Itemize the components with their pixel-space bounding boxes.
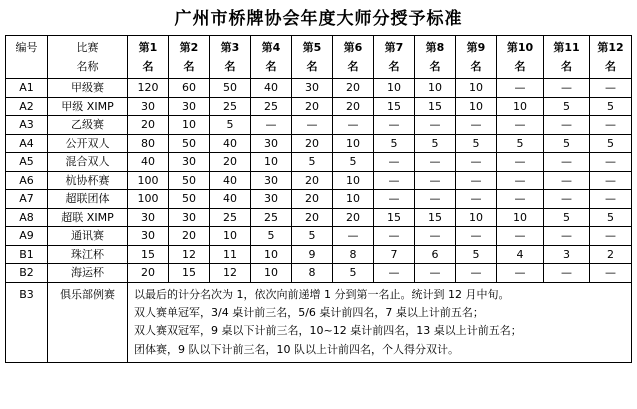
row-points-cell: — <box>415 190 456 209</box>
row-points-cell: — <box>590 227 632 246</box>
row-points-cell: 20 <box>292 134 333 153</box>
club-rules-note <box>128 282 632 363</box>
table-body <box>6 79 632 363</box>
row-points-cell: 50 <box>169 171 210 190</box>
row-points-cell: — <box>497 171 544 190</box>
row-points-cell: 5 <box>292 153 333 172</box>
header-place-label: 第8 <box>425 41 445 54</box>
row-points-cell: 10 <box>497 97 544 116</box>
club-rule-line: 团体赛，9 队以下计前三名，10 队以上计前四名，个人得分双计。 <box>134 342 459 356</box>
row-points-cell: 5 <box>456 134 497 153</box>
row-points-cell: 30 <box>169 153 210 172</box>
row-points-cell: — <box>415 227 456 246</box>
row-points-cell: 30 <box>169 208 210 227</box>
row-points-cell: — <box>590 171 632 190</box>
row-points-cell: 5 <box>544 97 590 116</box>
row-points-cell: — <box>374 116 415 135</box>
row-points-cell: 20 <box>128 116 169 135</box>
table-row <box>6 171 632 190</box>
row-event-name: 乙级赛 <box>48 116 128 135</box>
header-event <box>48 36 128 79</box>
row-points-cell: — <box>456 190 497 209</box>
header-place-label: 名 <box>605 60 616 73</box>
header-place-label: 第9 <box>466 41 486 54</box>
row-points-cell: 50 <box>210 79 251 98</box>
row-points-cell: 25 <box>210 208 251 227</box>
row-points-cell: — <box>374 227 415 246</box>
row-points-cell: — <box>374 264 415 283</box>
row-points-cell: 5 <box>590 208 632 227</box>
row-points-cell: 15 <box>128 245 169 264</box>
row-points-cell: 50 <box>169 134 210 153</box>
row-event-name: 甲级赛 <box>48 79 128 98</box>
row-event-name: 超联团体 <box>48 190 128 209</box>
row-id: A1 <box>6 79 48 98</box>
row-id: A4 <box>6 134 48 153</box>
header-place-label: 第12 <box>597 41 624 54</box>
row-points-cell: 20 <box>210 153 251 172</box>
header-place-label: 第2 <box>179 41 199 54</box>
row-points-cell: 100 <box>128 171 169 190</box>
row-id: A6 <box>6 171 48 190</box>
row-points-cell: — <box>415 171 456 190</box>
row-points-cell: 5 <box>292 227 333 246</box>
row-points-cell: 15 <box>415 97 456 116</box>
row-points-cell: 15 <box>415 208 456 227</box>
row-points-cell: — <box>497 190 544 209</box>
table-row <box>6 79 632 98</box>
header-place-label: 名 <box>142 60 154 73</box>
row-points-cell: 5 <box>456 245 497 264</box>
club-rule-line: 双人赛单冠军，3/4 桌计前三名，5/6 桌计前四名，7 桌以上计前五名； <box>134 305 484 319</box>
row-event-name: 超联 XIMP <box>48 208 128 227</box>
row-points-cell: 30 <box>251 134 292 153</box>
row-points-cell: 60 <box>169 79 210 98</box>
row-id: A2 <box>6 97 48 116</box>
header-place-label: 名 <box>514 60 526 73</box>
row-points-cell: — <box>415 153 456 172</box>
header-place-label: 名 <box>470 60 482 73</box>
row-points-cell: 20 <box>333 79 374 98</box>
header-event-line1: 比赛 <box>76 41 99 54</box>
row-points-cell: 20 <box>292 97 333 116</box>
row-points-cell: 10 <box>456 97 497 116</box>
club-rule-line: 以最后的计分名次为 1，依次向前递增 1 分到第一名止。统计到 12 月中旬。 <box>134 287 510 301</box>
table-row <box>6 264 632 283</box>
row-points-cell: 120 <box>128 79 169 98</box>
header-place-12 <box>590 36 632 79</box>
row-points-cell: — <box>415 264 456 283</box>
header-place-7 <box>374 36 415 79</box>
row-points-cell: 5 <box>590 97 632 116</box>
row-points-cell: 15 <box>374 97 415 116</box>
header-place-label: 第5 <box>302 41 322 54</box>
row-points-cell: — <box>456 227 497 246</box>
header-place-label: 第7 <box>384 41 404 54</box>
row-id: A8 <box>6 208 48 227</box>
row-points-cell: 7 <box>374 245 415 264</box>
row-id: B3 <box>6 282 48 363</box>
header-place-label: 名 <box>388 60 400 73</box>
row-points-cell: — <box>590 116 632 135</box>
row-points-cell: 15 <box>374 208 415 227</box>
header-id-label: 编号 <box>15 41 38 54</box>
row-points-cell: 80 <box>128 134 169 153</box>
row-points-cell: 10 <box>210 227 251 246</box>
master-points-table <box>5 35 632 363</box>
row-event-name: 通讯赛 <box>48 227 128 246</box>
row-points-cell: 10 <box>251 245 292 264</box>
row-points-cell: 5 <box>251 227 292 246</box>
row-points-cell: 30 <box>128 227 169 246</box>
row-points-cell: 30 <box>128 208 169 227</box>
row-points-cell: 10 <box>456 208 497 227</box>
row-points-cell: 12 <box>210 264 251 283</box>
row-points-cell: — <box>544 153 590 172</box>
row-points-cell: 40 <box>210 134 251 153</box>
header-event-line2: 名称 <box>76 60 99 73</box>
row-points-cell: 8 <box>333 245 374 264</box>
header-place-label: 第10 <box>506 41 534 54</box>
row-id: B1 <box>6 245 48 264</box>
row-event-name: 公开双人 <box>48 134 128 153</box>
row-points-cell: — <box>544 79 590 98</box>
row-event-name: 甲级 XIMP <box>48 97 128 116</box>
row-points-cell: 25 <box>210 97 251 116</box>
header-place-label: 名 <box>183 60 195 73</box>
row-points-cell: 3 <box>544 245 590 264</box>
row-points-cell: 10 <box>333 190 374 209</box>
row-points-cell: 50 <box>169 190 210 209</box>
row-points-cell: — <box>251 116 292 135</box>
row-points-cell: — <box>415 116 456 135</box>
row-points-cell: — <box>544 264 590 283</box>
header-place-5 <box>292 36 333 79</box>
row-points-cell: 30 <box>169 97 210 116</box>
table-row <box>6 153 632 172</box>
row-points-cell: 20 <box>333 208 374 227</box>
row-points-cell: 12 <box>169 245 210 264</box>
row-points-cell: 20 <box>333 97 374 116</box>
header-place-label: 第11 <box>553 41 580 54</box>
row-points-cell: — <box>374 153 415 172</box>
row-points-cell: 100 <box>128 190 169 209</box>
row-id: A3 <box>6 116 48 135</box>
row-points-cell: 5 <box>544 208 590 227</box>
table-header <box>6 36 632 79</box>
row-points-cell: 20 <box>292 190 333 209</box>
row-points-cell: 10 <box>169 116 210 135</box>
header-place-6 <box>333 36 374 79</box>
row-points-cell: 5 <box>415 134 456 153</box>
header-place-label: 第3 <box>220 41 240 54</box>
row-points-cell: — <box>590 153 632 172</box>
header-place-3 <box>210 36 251 79</box>
row-points-cell: 10 <box>497 208 544 227</box>
row-points-cell: — <box>497 116 544 135</box>
header-place-11 <box>544 36 590 79</box>
table-row-club <box>6 282 632 363</box>
row-points-cell: — <box>544 116 590 135</box>
club-rule-line: 双人赛双冠军，9 桌以下计前三名，10~12 桌计前四名，13 桌以上计前五名； <box>134 324 522 338</box>
header-place-10 <box>497 36 544 79</box>
header-place-8 <box>415 36 456 79</box>
row-event-name: 海运杯 <box>48 264 128 283</box>
row-points-cell: 2 <box>590 245 632 264</box>
row-points-cell: 40 <box>128 153 169 172</box>
row-points-cell: — <box>497 264 544 283</box>
row-points-cell: — <box>374 190 415 209</box>
row-event-name: 杭协杯赛 <box>48 171 128 190</box>
row-points-cell: — <box>456 264 497 283</box>
row-points-cell: 5 <box>333 153 374 172</box>
table-row <box>6 245 632 264</box>
table-row <box>6 134 632 153</box>
header-place-1 <box>128 36 169 79</box>
header-place-label: 名 <box>306 60 318 73</box>
row-points-cell: 40 <box>251 79 292 98</box>
header-place-2 <box>169 36 210 79</box>
row-id: B2 <box>6 264 48 283</box>
row-points-cell: 5 <box>544 134 590 153</box>
header-place-9 <box>456 36 497 79</box>
page-title: 广州市桥牌协会年度大师分授予标准 <box>174 9 463 29</box>
row-points-cell: 20 <box>128 264 169 283</box>
row-points-cell: — <box>497 153 544 172</box>
table-row <box>6 97 632 116</box>
header-place-label: 名 <box>224 60 236 73</box>
header-place-label: 名 <box>265 60 277 73</box>
header-place-label: 名 <box>347 60 359 73</box>
row-points-cell: 5 <box>497 134 544 153</box>
row-points-cell: — <box>544 227 590 246</box>
row-points-cell: 4 <box>497 245 544 264</box>
row-points-cell: 25 <box>251 97 292 116</box>
table-row <box>6 116 632 135</box>
row-points-cell: 10 <box>415 79 456 98</box>
row-points-cell: — <box>374 171 415 190</box>
row-points-cell: 30 <box>251 190 292 209</box>
row-points-cell: 8 <box>292 264 333 283</box>
row-points-cell: — <box>590 79 632 98</box>
row-event-name: 俱乐部例赛 <box>48 282 128 363</box>
row-points-cell: 5 <box>333 264 374 283</box>
row-event-name: 混合双人 <box>48 153 128 172</box>
row-points-cell: 15 <box>169 264 210 283</box>
row-id: A9 <box>6 227 48 246</box>
row-points-cell: 40 <box>210 190 251 209</box>
row-points-cell: 40 <box>210 171 251 190</box>
table-row <box>6 227 632 246</box>
row-points-cell: — <box>497 79 544 98</box>
row-points-cell: 10 <box>333 134 374 153</box>
row-points-cell: — <box>544 190 590 209</box>
row-points-cell: — <box>590 264 632 283</box>
row-points-cell: 30 <box>251 171 292 190</box>
row-points-cell: — <box>590 190 632 209</box>
row-points-cell: 11 <box>210 245 251 264</box>
row-points-cell: 6 <box>415 245 456 264</box>
header-id <box>6 36 48 79</box>
row-points-cell: 10 <box>251 264 292 283</box>
row-points-cell: 30 <box>292 79 333 98</box>
header-place-label: 第1 <box>138 41 158 54</box>
row-points-cell: 25 <box>251 208 292 227</box>
row-points-cell: 9 <box>292 245 333 264</box>
table-row <box>6 190 632 209</box>
row-points-cell: 5 <box>210 116 251 135</box>
table-row <box>6 208 632 227</box>
header-place-label: 第6 <box>343 41 363 54</box>
row-points-cell: — <box>544 171 590 190</box>
row-points-cell: — <box>456 171 497 190</box>
header-place-label: 名 <box>561 60 572 73</box>
header-place-4 <box>251 36 292 79</box>
row-points-cell: — <box>497 227 544 246</box>
row-points-cell: 5 <box>590 134 632 153</box>
row-points-cell: — <box>333 116 374 135</box>
row-points-cell: 20 <box>292 171 333 190</box>
row-points-cell: 20 <box>169 227 210 246</box>
header-place-label: 第4 <box>261 41 281 54</box>
row-points-cell: — <box>333 227 374 246</box>
row-points-cell: 10 <box>374 79 415 98</box>
row-points-cell: — <box>456 153 497 172</box>
row-points-cell: 10 <box>333 171 374 190</box>
row-event-name: 珠江杯 <box>48 245 128 264</box>
row-points-cell: — <box>456 116 497 135</box>
row-id: A7 <box>6 190 48 209</box>
row-points-cell: 5 <box>374 134 415 153</box>
row-points-cell: 20 <box>292 208 333 227</box>
row-points-cell: 10 <box>456 79 497 98</box>
row-points-cell: 30 <box>128 97 169 116</box>
row-points-cell: — <box>292 116 333 135</box>
row-points-cell: 10 <box>251 153 292 172</box>
header-place-label: 名 <box>429 60 441 73</box>
row-id: A5 <box>6 153 48 172</box>
